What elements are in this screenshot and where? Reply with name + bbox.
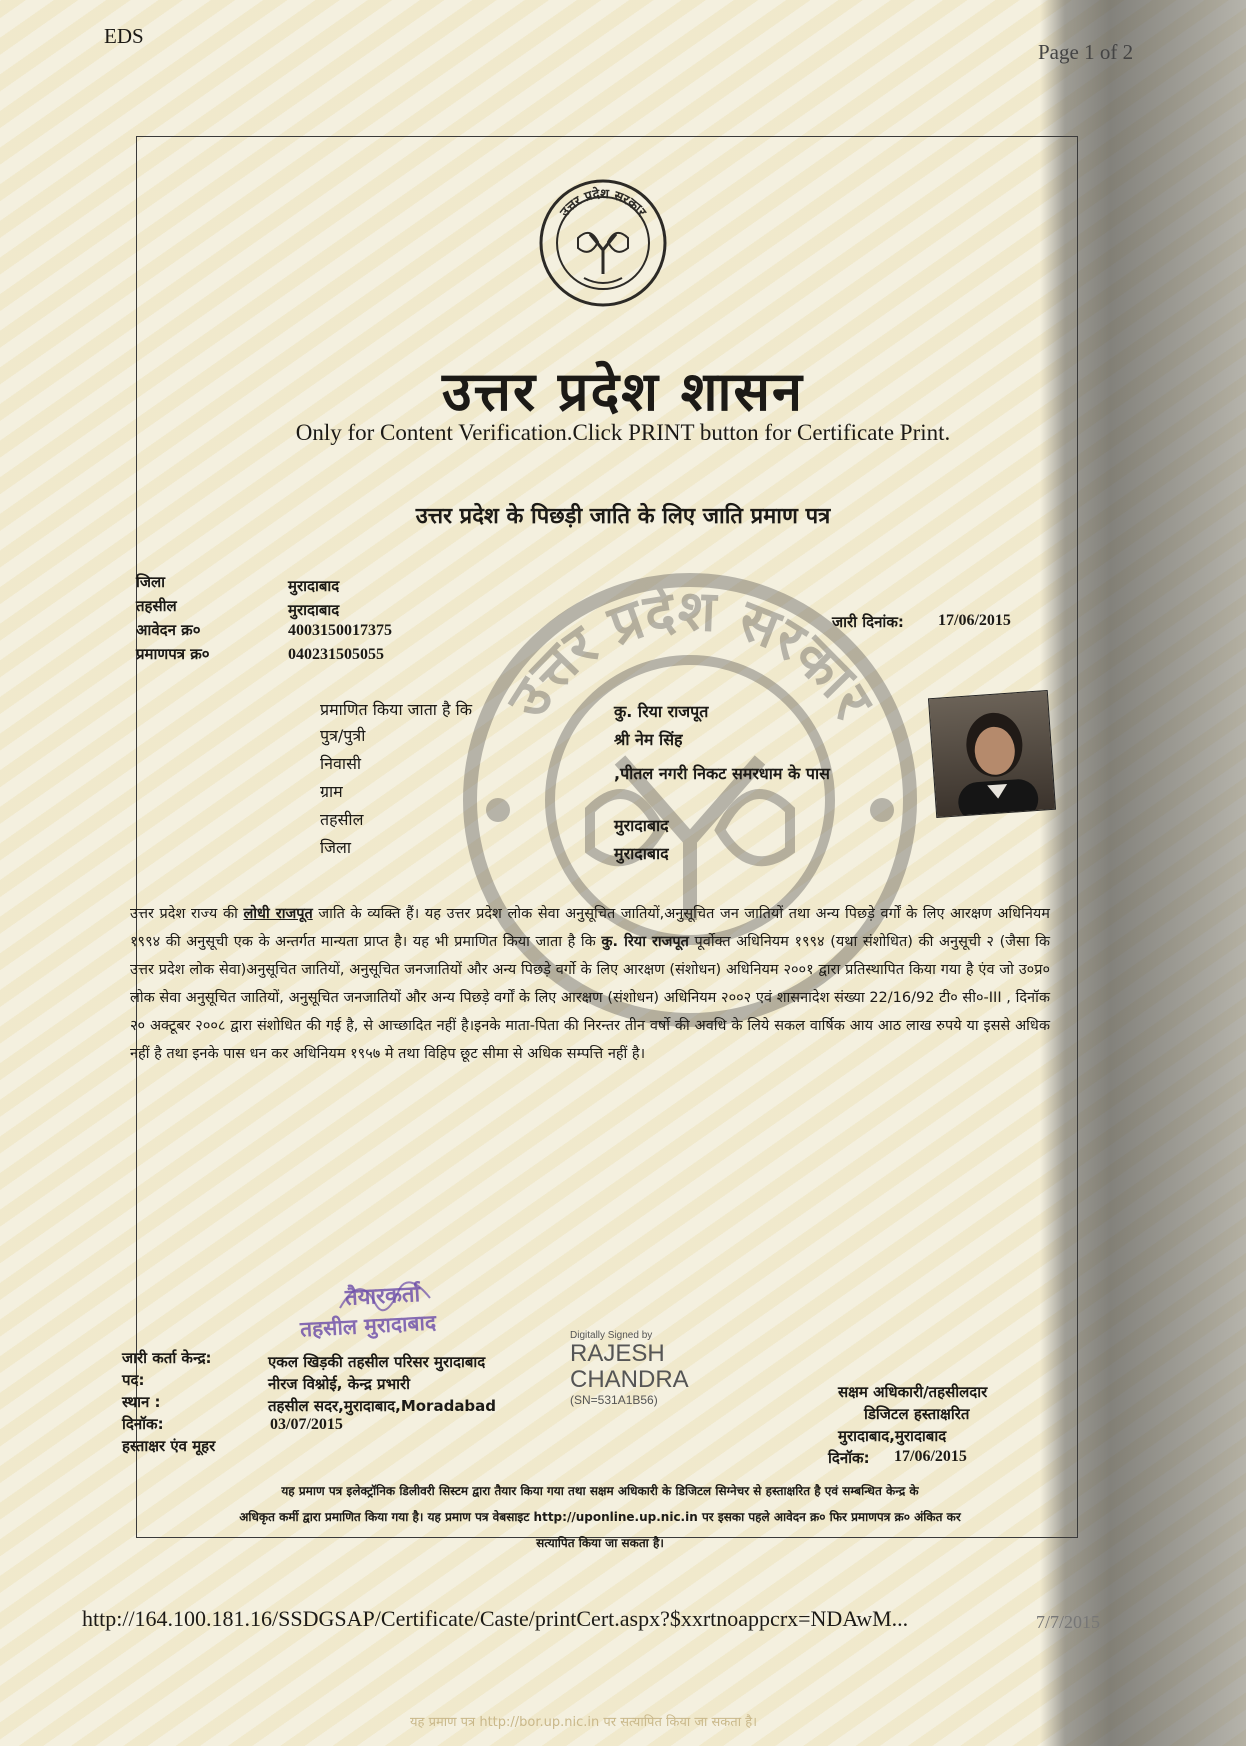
district-label: जिला bbox=[136, 573, 166, 591]
body-text-3: पूर्वोक्त अधिनियम १९९४ (यथा संशोधित) की अनुसूची २ (जैसा कि उत्तर प्रदेश लोक सेवा)अनुसूचित जातियों, अनुसूचित जनजातियों और अन्य पिछड़े वर्गो के लिए आरक्षण (संशोधन) अधिनियम २००१ द्वारा प्रतिस्थापित किया गया है एंव जो उ०प्र० लोक सेवा अनुसूचित जातियों, अनुसूचित जनजातियों और अन्य पिछड़े वर्गों के लिए आरक्षण (संशोधन) अधिनियम २००२ एवं शासनादेश संख्या 22/16/92 टी० सी०-III , दिनॉक २० अक्टूबर २००८ द्वारा संशोधित की गई है, से आच्छादित नहीं है।इनके माता-पिता की निरन्तर तीन वर्षो की अवधि के लिये सकल वार्षिक आय आठ लाख रुपये या इससे अधिक नहीं है तथा इनके पास धन कर अधिनियम १९५७ मे तथा विहिप छूट सीमा से अधिक सम्पत्ति नहीं है। bbox=[130, 934, 1051, 1062]
verification-note: Only for Content Verification.Click PRINT button for Certificate Print. bbox=[295, 420, 951, 445]
father-name: श्री नेम सिंह bbox=[614, 730, 683, 749]
body-applicant-name: कु. रिया राजपूत bbox=[601, 934, 689, 950]
digital-signature bbox=[570, 1330, 689, 1407]
child-label: पुत्र/पुत्री bbox=[320, 726, 366, 745]
certificate-number: 040231505055 bbox=[288, 646, 384, 663]
caste-name: लोधी राजपूत bbox=[243, 906, 313, 922]
digital-sign-caption: Digitally Signed by bbox=[570, 1330, 653, 1341]
certify-name: कु. रिया राजपूत bbox=[614, 702, 709, 721]
page-title: उत्तर प्रदेश शासन bbox=[442, 360, 804, 423]
issuer-date-value: 03/07/2015 bbox=[270, 1416, 343, 1433]
certificate-label: प्रमाणपत्र क्र० bbox=[136, 645, 210, 663]
authority-date-value: 17/06/2015 bbox=[894, 1448, 967, 1465]
stamp-line-2: तहसील मुरादाबाद bbox=[299, 1310, 437, 1342]
issuer-date-label: दिनॉक: bbox=[122, 1415, 164, 1433]
certify-label: प्रमाणित किया जाता है कि bbox=[320, 700, 473, 719]
application-number: 4003150017375 bbox=[288, 622, 392, 639]
authority-digital: डिजिटल हस्ताक्षरित bbox=[864, 1405, 970, 1423]
certificate-body bbox=[130, 900, 1050, 1068]
authority-place: मुरादाबाद,मुरादाबाद bbox=[838, 1427, 947, 1445]
header-left: EDS bbox=[104, 24, 144, 48]
header-right: Page 1 of 2 bbox=[1038, 40, 1134, 64]
body-text-2: जाति के व्यक्ति हैं। यह उत्तर प्रदेश लोक सेवा अनुसूचित जातियों,अनुसूचित जन जातियों तथा अन्य पिछड़े वर्गों के लिए आरक्षण अधिनियम १९९४ की अनुसूची एक के अन्तर्गत मान्यता प्राप्त है। यह भी प्रमाणित किया जाता है कि bbox=[130, 906, 1050, 950]
detail-district-value: मुरादाबाद bbox=[614, 844, 669, 863]
body-text-1: उत्तर प्रदेश राज्य की bbox=[130, 906, 238, 922]
issue-date: 17/06/2015 bbox=[938, 612, 1011, 629]
district-value: मुरादाबाद bbox=[288, 577, 340, 595]
stamp-line-1: तैयारकर्ता bbox=[344, 1282, 421, 1311]
svg-text:उत्तर प्रदेश सरकार: उत्तर प्रदेश सरकार bbox=[495, 578, 886, 730]
issuer-centre-value: एकल खिड़की तहसील परिसर मुरादाबाद bbox=[268, 1353, 486, 1371]
certificate-heading: उत्तर प्रदेश के पिछड़ी जाति के लिए जाति प्रमाण पत्र bbox=[415, 504, 831, 529]
issue-date-label: जारी दिनांक: bbox=[832, 613, 904, 631]
village-label: ग्राम bbox=[320, 782, 343, 801]
footer-line-3: सत्यापित किया जा सकता है। bbox=[536, 1536, 664, 1550]
svg-text:उत्तर प्रदेश सरकार: उत्तर प्रदेश सरकार bbox=[557, 186, 649, 220]
authority-date-label: दिनॉक: bbox=[828, 1449, 870, 1467]
tehsil-label: तहसील bbox=[136, 597, 177, 615]
application-label: आवेदन क्र० bbox=[136, 621, 201, 639]
digital-sign-name-1: RAJESH bbox=[570, 1340, 665, 1367]
resident-label: निवासी bbox=[320, 754, 362, 773]
issuer-centre-label: जारी कर्ता केन्द्र: bbox=[122, 1349, 212, 1367]
up-emblem-icon bbox=[538, 178, 668, 308]
applicant-photo bbox=[928, 690, 1056, 818]
tehsil-value: मुरादाबाद bbox=[288, 601, 340, 619]
print-date: 7/7/2015 bbox=[1036, 1612, 1101, 1632]
footer-line-2: अधिकृत कर्मी द्वारा प्रमाणित किया गया है। यह प्रमाण पत्र वेबसाइट http://uponline.up.nic.in पर इसका पहले आवेदन क्र० फिर प्रमाणपत्र क्र० अंकित कर bbox=[239, 1510, 961, 1524]
issuer-place-label: स्थान : bbox=[122, 1393, 161, 1411]
detail-district-label: जिला bbox=[320, 838, 352, 857]
print-url: http://164.100.181.16/SSDGSAP/Certificate/Caste/printCert.aspx?$xxrtnoappcrx=NDAwM... bbox=[82, 1606, 909, 1631]
sign-label: हस्ताक्षर एंव मूहर bbox=[122, 1437, 216, 1455]
digital-sign-name-2: CHANDRA bbox=[570, 1366, 689, 1393]
issuer-post-label: पद: bbox=[122, 1371, 145, 1389]
bottom-faint-note: यह प्रमाण पत्र http://bor.up.nic.in पर सत्यापित किया जा सकता है। bbox=[410, 1715, 758, 1730]
authority-title: सक्षम अधिकारी/तहसीलदार bbox=[838, 1383, 988, 1401]
issuer-place-value: तहसील सदर,मुरादाबाद,Moradabad bbox=[268, 1397, 497, 1415]
digital-sign-serial: (SN=531A1B56) bbox=[570, 1393, 658, 1407]
footer-line-1: यह प्रमाण पत्र इलेक्ट्रॉनिक डिलीवरी सिस्टम द्वारा तैयार किया गया तथा सक्षम अधिकारी के डिजिटल सिग्नेचर से हस्ताक्षरित है एवं सम्बन्धित केन्द्र के bbox=[281, 1484, 919, 1498]
detail-tehsil-label: तहसील bbox=[320, 810, 364, 829]
signature-scribble-icon bbox=[330, 1268, 440, 1328]
resident-address: ,पीतल नगरी निकट समरधाम के पास bbox=[614, 764, 830, 783]
issuer-post-value: नीरज विश्नोई, केन्द्र प्रभारी bbox=[268, 1375, 411, 1393]
detail-tehsil-value: मुरादाबाद bbox=[614, 816, 669, 835]
